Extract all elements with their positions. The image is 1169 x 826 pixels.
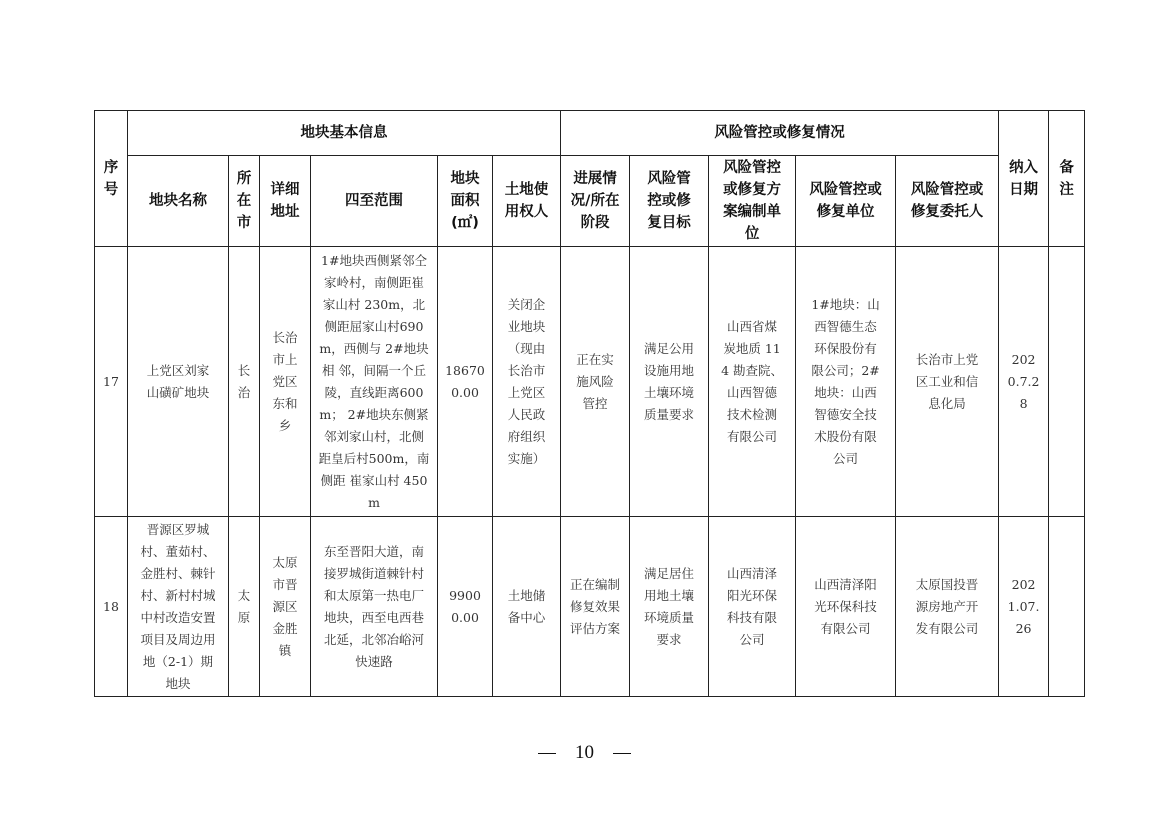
header-basic-info: 地块基本信息 (128, 111, 561, 156)
cell-note (1049, 247, 1085, 517)
cell-boundary: 东至晋阳大道，南接罗城街道棘针村和太原第一热电厂地块，西至电西巷北延，北邻冶峪河快速路 (311, 517, 438, 697)
cell-name: 晋源区罗城村、董茹村、金胜村、棘针村、新村村城中村改造安置项目及周边用地（2-1）期地块 (128, 517, 229, 697)
header-area: 地块面积(㎡) (438, 156, 493, 247)
cell-name: 上党区刘家山磺矿地块 (128, 247, 229, 517)
cell-date: 2020.7.28 (999, 247, 1049, 517)
cell-exec-unit: 山西清泽阳光环保科技有限公司 (796, 517, 896, 697)
header-target: 风险管控或修复目标 (630, 156, 709, 247)
header-date: 纳入日期 (999, 111, 1049, 247)
cell-area: 186700.00 (438, 247, 493, 517)
header-name: 地块名称 (128, 156, 229, 247)
group-header-row (95, 111, 1085, 156)
cell-seq: 17 (95, 247, 128, 517)
cell-exec-unit: 1#地块：山西智德生态环保股份有限公司；2#地块：山西智德安全技术股份有限公司 (796, 247, 896, 517)
cell-plan-unit: 山西清泽阳光环保科技有限公司 (709, 517, 796, 697)
page-footer (0, 742, 1169, 764)
column-header-row (95, 156, 1085, 247)
footer-dash-right (613, 753, 631, 754)
cell-date: 2021.07.26 (999, 517, 1049, 697)
header-risk-control: 风险管控或修复情况 (561, 111, 999, 156)
header-progress: 进展情况/所在阶段 (561, 156, 630, 247)
cell-target: 满足公用设施用地土壤环境质量要求 (630, 247, 709, 517)
cell-note (1049, 517, 1085, 697)
header-exec-unit: 风险管控或修复单位 (796, 156, 896, 247)
cell-target: 满足居住用地土壤环境质量要求 (630, 517, 709, 697)
cell-boundary: 1#地块西侧紧邻仝家岭村，南侧距崔家山村 230m，北侧距屈家山村690m，西侧与 2#地块相 邻，间隔一个丘陵，直线距离600m； 2#地块东侧紧邻刘家山村，北侧距皇后村500m，南侧距 崔家山村 450m (311, 247, 438, 517)
cell-city: 太原 (229, 517, 260, 697)
table-row (95, 517, 1085, 697)
contaminated-land-table (94, 110, 1085, 697)
cell-address: 长治市上党区东和乡 (260, 247, 311, 517)
cell-client: 长治市上党区工业和信息化局 (896, 247, 999, 517)
header-boundary: 四至范围 (311, 156, 438, 247)
header-seq: 序号 (95, 111, 128, 247)
cell-city: 长治 (229, 247, 260, 517)
footer-dash-left (538, 753, 556, 754)
cell-address: 太原市晋源区金胜镇 (260, 517, 311, 697)
cell-land-user: 土地储备中心 (493, 517, 561, 697)
cell-progress: 正在编制修复效果评估方案 (561, 517, 630, 697)
cell-client: 太原国投晋源房地产开发有限公司 (896, 517, 999, 697)
cell-area: 99000.00 (438, 517, 493, 697)
header-land-user: 土地使用权人 (493, 156, 561, 247)
header-city: 所在市 (229, 156, 260, 247)
cell-land-user: 关闭企业地块（现由长治市上党区人民政府组织实施） (493, 247, 561, 517)
header-client: 风险管控或修复委托人 (896, 156, 999, 247)
cell-seq: 18 (95, 517, 128, 697)
header-plan-unit: 风险管控或修复方案编制单位 (709, 156, 796, 247)
table-row (95, 247, 1085, 517)
cell-progress: 正在实施风险管控 (561, 247, 630, 517)
header-note: 备注 (1049, 111, 1085, 247)
cell-plan-unit: 山西省煤炭地质 114 勘查院、山西智德技术检测有限公司 (709, 247, 796, 517)
header-address: 详细地址 (260, 156, 311, 247)
page-number: 10 (575, 742, 594, 763)
